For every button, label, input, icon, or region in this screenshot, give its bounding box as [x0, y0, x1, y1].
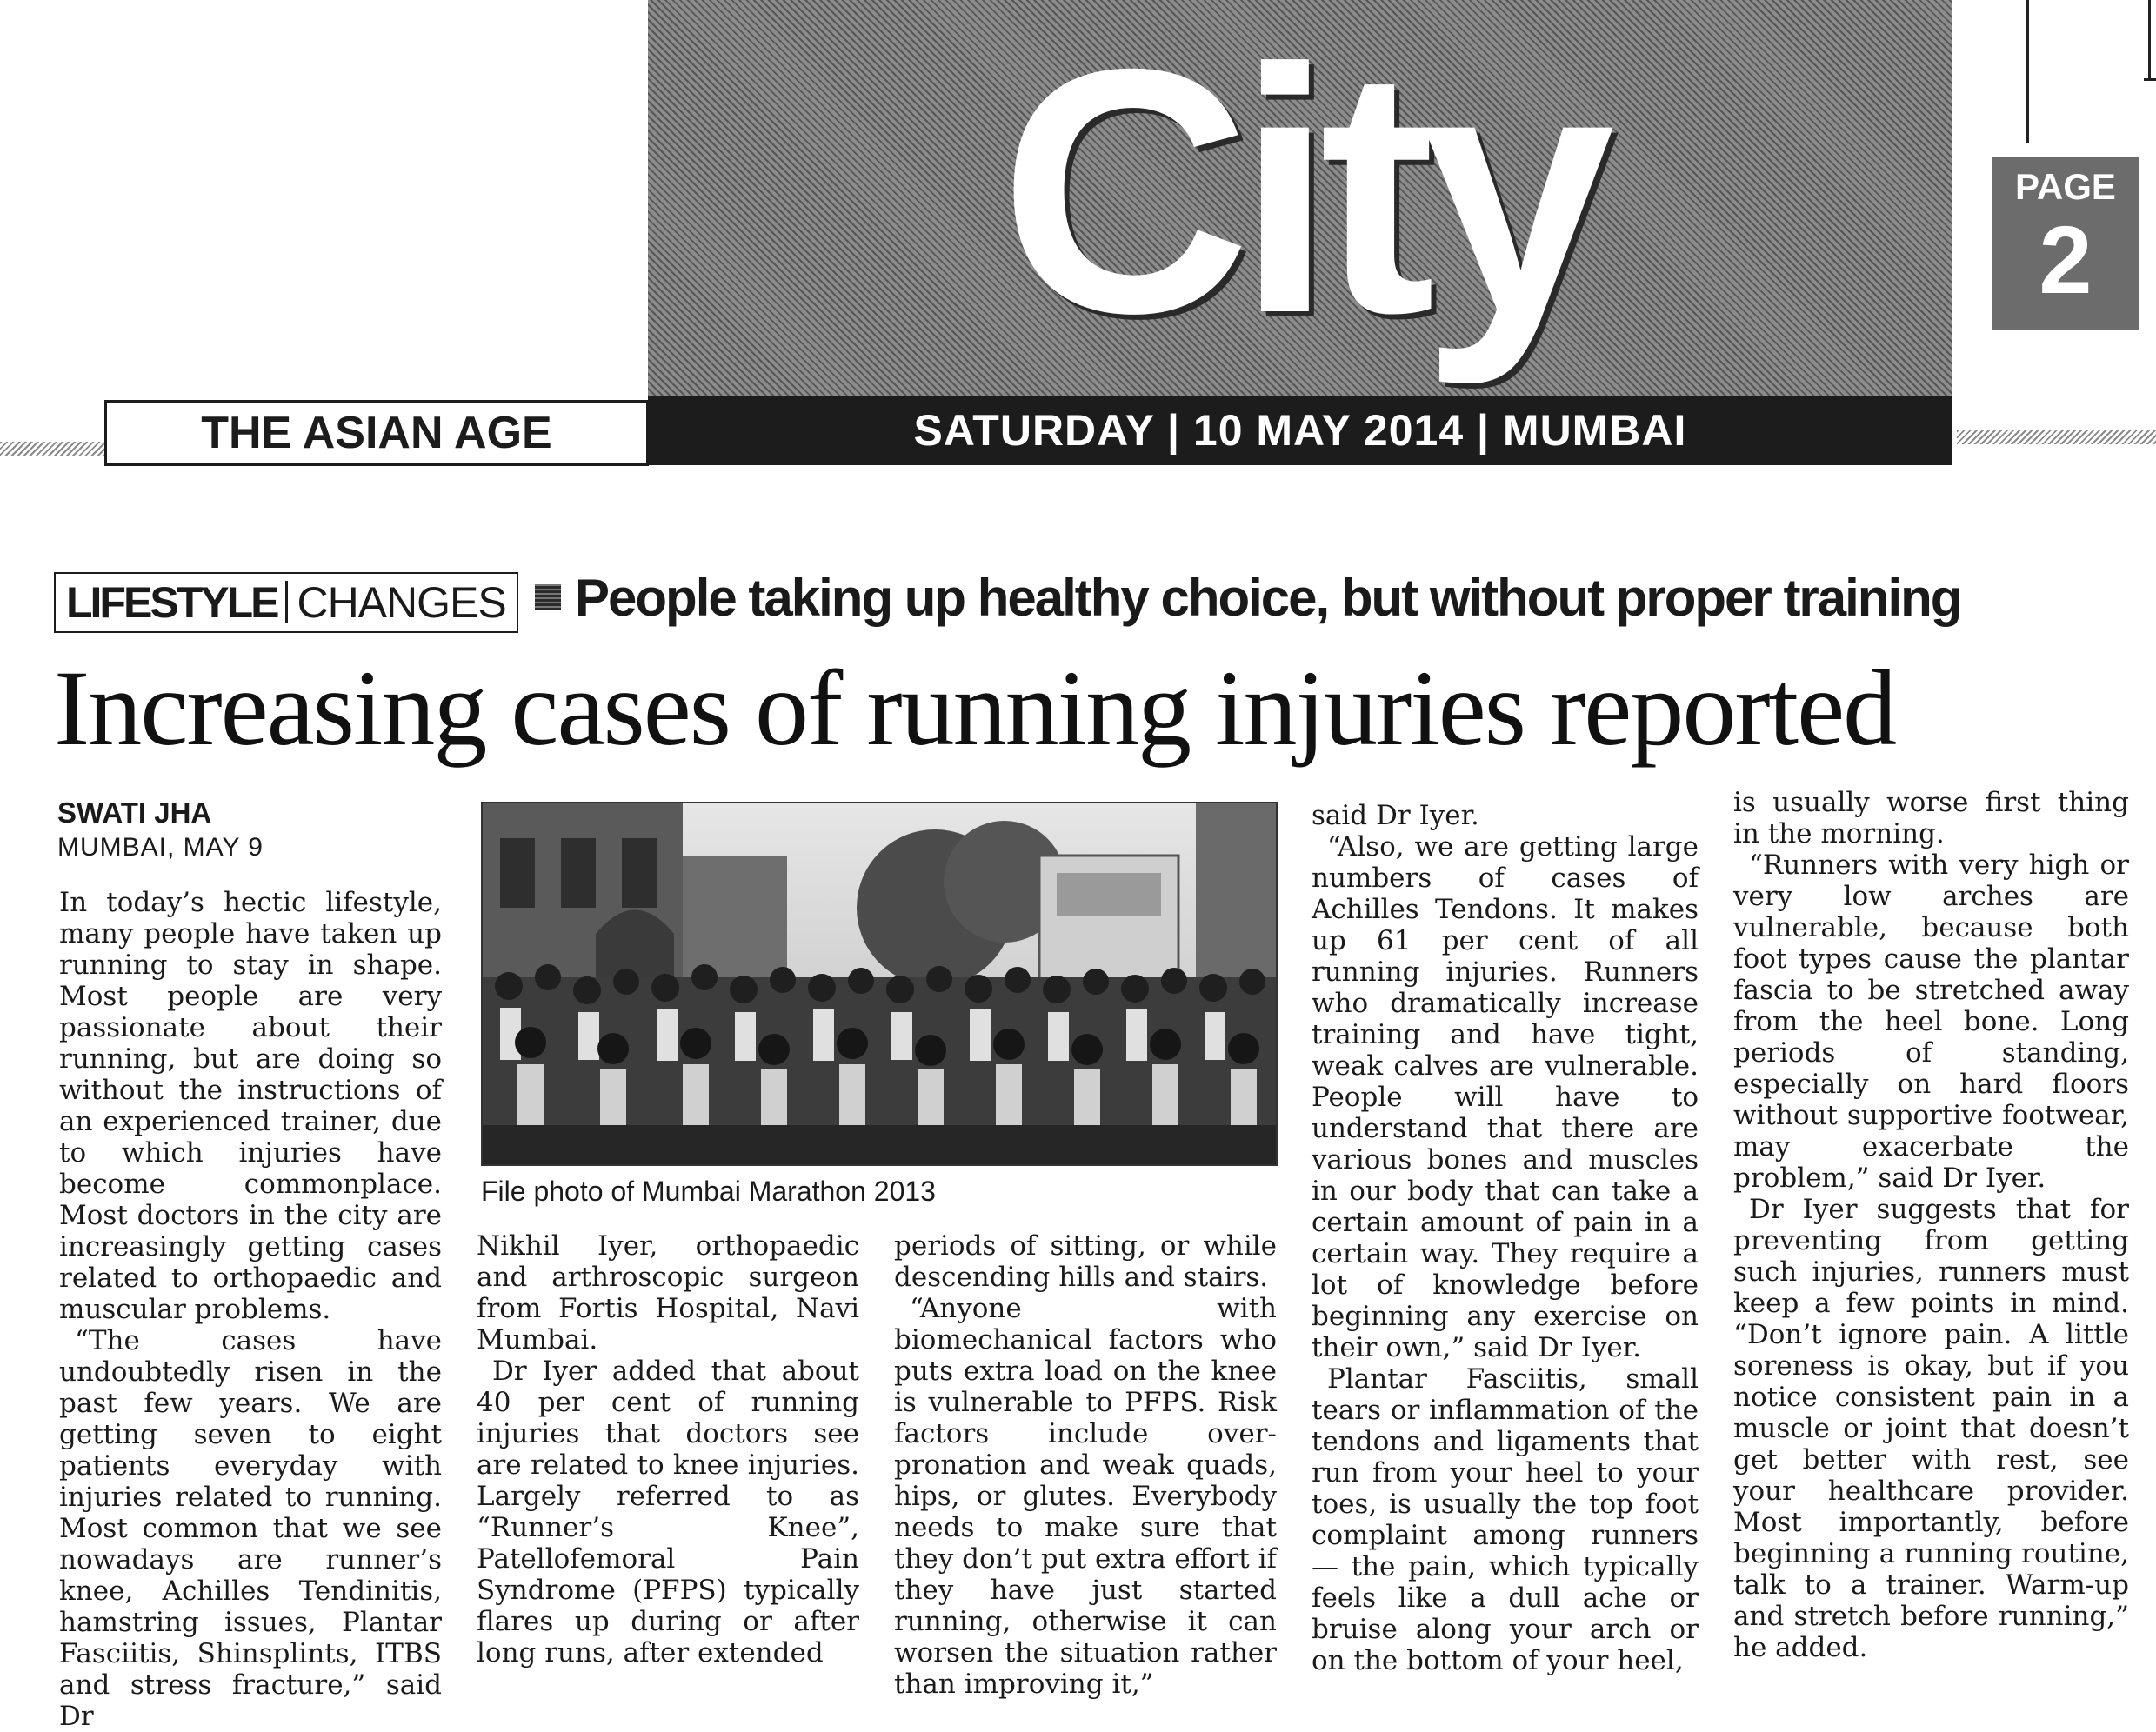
section-banner [648, 0, 1952, 404]
corner-tick [2144, 78, 2156, 81]
paragraph: periods of sitting, or while descending hills and stairs. [894, 1230, 1277, 1293]
masthead-rule-right [1957, 430, 2156, 444]
photo-caption: File photo of Mumbai Marathon 2013 [481, 1176, 936, 1207]
corner-line-2 [2148, 0, 2151, 78]
article-column-2 [477, 1230, 859, 1669]
paragraph: Nikhil Iyer, orthopaedic and arthroscopic surgeon from Fortis Hospital, Navi Mumbai. [477, 1230, 859, 1356]
marathon-photo-illustration [483, 803, 1276, 1164]
masthead-rule-left [0, 442, 104, 456]
article-headline: Increasing cases of running injuries reported [54, 649, 1896, 768]
paragraph: Plantar Fasciitis, small tears or inflammation of the tendons and ligaments that run from your heel to your toes, is usually the top foot complaint among runners — the pain, which typically feels like a dull ache or bruise along your arch or on the bottom of your heel, [1312, 1363, 1699, 1676]
paragraph: “The cases have undoubtedly risen in the past few years. We are getting seven to eight patients everyday with injuries related to running. Most common that we see nowadays are runner’s knee, Achilles Tendinitis, hamstring issues, Plantar Fasciitis, Shinsplints, ITBS and stress fracture,” said Dr [59, 1325, 442, 1732]
article-dateline: MUMBAI, MAY 9 [57, 833, 264, 862]
kicker-separator [285, 581, 288, 623]
subhead-text: People taking up healthy choice, but without proper training [575, 569, 1961, 627]
paragraph: Dr Iyer suggests that for preventing from getting such injuries, runners must keep a few points in mind. “Don’t ignore pain. A little soreness is okay, but if you notice consistent pain in a muscle or joint that doesn’t get better with rest, see your healthcare provider. Most importantly, before beginning a running routine, talk to a trainer. Warm-up and stretch before running,” he added. [1733, 1194, 2129, 1663]
paragraph: Dr Iyer added that about 40 per cent of running injuries that doctors see are related to knee injuries. Largely referred to as “Runner’s Knee”, Patellofemoral Pain Syndrome (PFPS) typically flares up during or after long runs, after extended [477, 1356, 859, 1669]
kicker-primary: LIFESTYLE [66, 578, 277, 627]
corner-line-1 [2026, 0, 2029, 143]
paragraph: said Dr Iyer. [1312, 800, 1479, 831]
byline [57, 796, 264, 865]
page-tab [1992, 157, 2139, 330]
article-column-3 [894, 1230, 1277, 1700]
author-name: SWATI JHA [57, 796, 212, 829]
paragraph: is usually worse first thing in the morning. [1733, 787, 2129, 849]
article-column-5 [1733, 787, 2129, 1663]
page-label: PAGE [2015, 166, 2116, 207]
section-title: City [999, 0, 1601, 385]
section-kicker [54, 572, 518, 633]
paragraph: “Runners with very high or very low arches are vulnerable, because both foot types cause the plantar fascia to be stretched away from the heel bone. Long periods of standing, especially on hard floors without supportive footwear, may exacerbate the problem,” said Dr Iyer. [1733, 849, 2129, 1194]
date-line: SATURDAY | 10 MAY 2014 | MUMBAI [648, 396, 1952, 465]
page-number: 2 [2039, 207, 2093, 314]
article-column-4 [1312, 800, 1699, 1676]
marathon-photo [481, 802, 1278, 1166]
paragraph: “Anyone with biomechanical factors who puts extra load on the knee is vulnerable to PFPS. Risk factors include over-pronation and weak quads, hips, or glutes. Everybody needs to make sure that they don’t put extra effort if they have just started running, otherwise it can worsen the situation rather than improving it,” [894, 1293, 1277, 1700]
paragraph: “Also, we are getting large numbers of cases of Achilles Tendons. It makes up 61 per cent of all running injuries. Runners who dramatically increase training and have tight, weak calves are vulnerable. People will have to understand that there are various bones and muscles in our body that can take a certain amount of pain in a certain way. They require a lot of knowledge before beginning any exercise on their own,” said Dr Iyer. [1312, 831, 1699, 1363]
article-subhead [535, 563, 1960, 633]
paper-name: THE ASIAN AGE [104, 400, 649, 466]
bullet-square-icon [535, 584, 561, 610]
kicker-secondary: CHANGES [297, 578, 506, 627]
article-column-1 [59, 887, 442, 1732]
paragraph: In today’s hectic lifestyle, many people have taken up running to stay in shape. Most people are very passionate about their running, but are doing so without the instructions of an experienced trainer, due to which injuries have become commonplace. Most doctors in the city are increasingly getting cases related to orthopaedic and muscular problems. [59, 887, 442, 1325]
